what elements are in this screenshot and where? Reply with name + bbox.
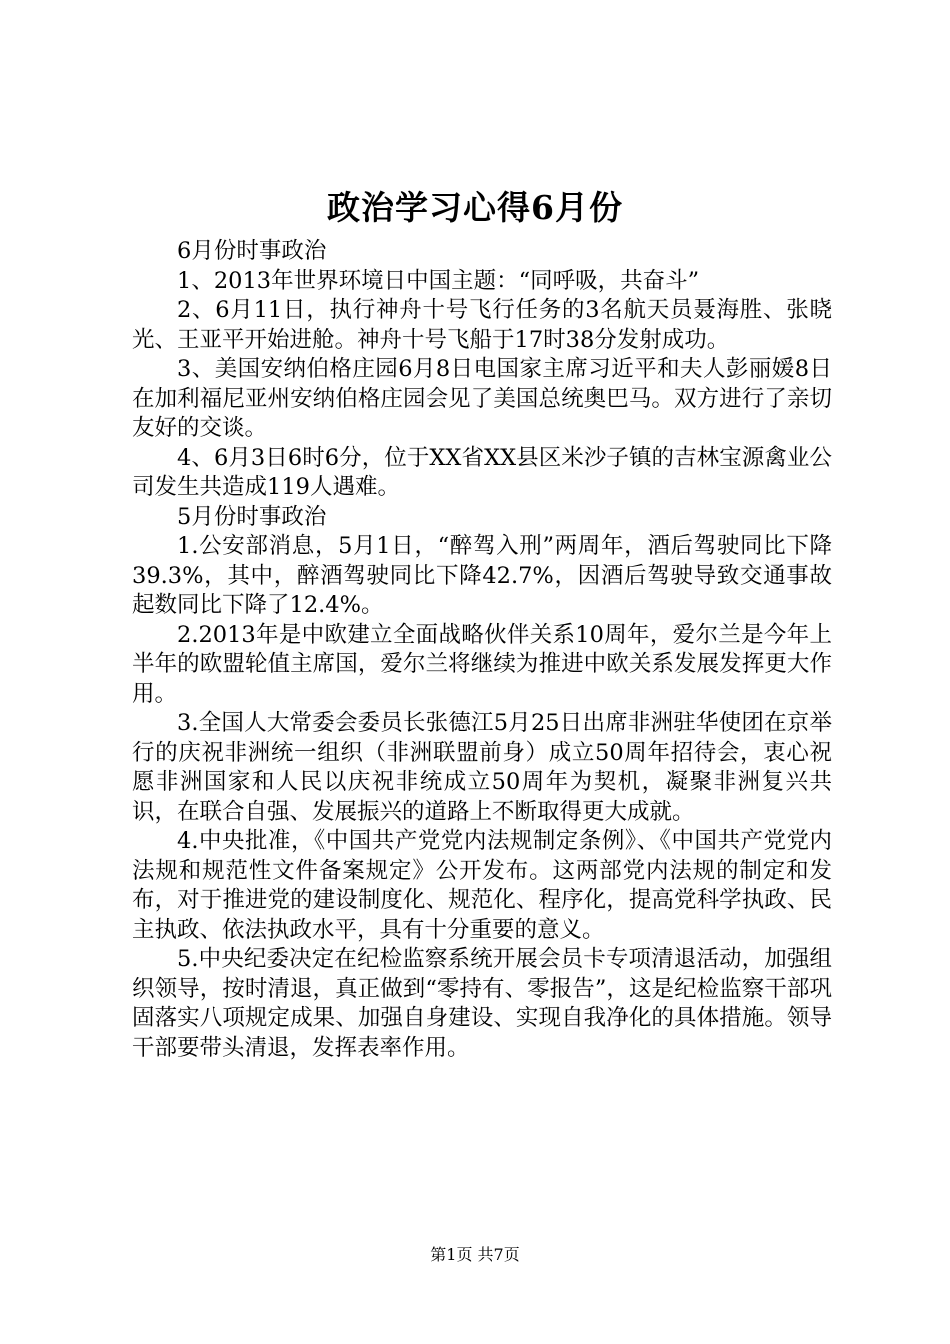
paragraph: 2.2013年是中欧建立全面战略伙伴关系10周年，爱尔兰是今年上半年的欧盟轮值主席国，爱尔兰将继续为推进中欧关系发展发挥更大作用。	[132, 621, 832, 707]
paragraph: 3.全国人大常委会委员长张德江5月25日出席非洲驻华使团在京举行的庆祝非洲统一组织（非洲联盟前身）成立50周年招待会，衷心祝愿非洲国家和人民以庆祝非统成立50周年为契机，凝聚非洲复兴共识，在联合自强、发展振兴的道路上不断取得更大成就。	[132, 710, 832, 825]
page-footer: 第1页 共7页	[430, 1245, 520, 1264]
paragraph: 4、6月3日6时6分，位于XX省XX县区米沙子镇的吉林宝源禽业公司发生共造成119人遇难。	[132, 444, 832, 500]
paragraph: 1.公安部消息，5月1日，“醉驾入刑”两周年，酒后驾驶同比下降39.3%，其中，醉酒驾驶同比下降42.7%，因酒后驾驶导致交通事故起数同比下降了12.4%。	[132, 533, 832, 618]
document-title: 政治学习心得6月份	[327, 188, 623, 227]
paragraph: 1、2013年世界环境日中国主题：“同呼吸，共奋斗”	[177, 267, 700, 294]
paragraph: 3、美国安纳伯格庄园6月8日电国家主席习近平和夫人彭丽媛8日在加利福尼亚州安纳伯格庄园会见了美国总统奥巴马。双方进行了亲切友好的交谈。	[132, 356, 832, 441]
paragraph: 2、6月11日，执行神舟十号飞行任务的3名航天员聂海胜、张晓光、王亚平开始进舱。神舟十号飞船于17时38分发射成功。	[132, 297, 832, 353]
document-body	[132, 237, 832, 1063]
section-heading-june: 6月份时事政治	[177, 238, 327, 264]
paragraph: 4.中央批准，《中国共产党党内法规制定条例》、《中国共产党党内法规和规范性文件备案规定》公开发布。这两部党内法规的制定和发布，对于推进党的建设制度化、规范化、程序化，提高党科学执政、民主执政、依法执政水平，具有十分重要的意义。	[132, 828, 832, 943]
paragraph: 5.中央纪委决定在纪检监察系统开展会员卡专项清退活动，加强组织领导，按时清退，真正做到“零持有、零报告”，这是纪检监察干部巩固落实八项规定成果、加强自身建设、实现自我净化的具体措施。领导干部要带头清退，发挥表率作用。	[132, 946, 832, 1061]
section-heading-may: 5月份时事政治	[177, 503, 327, 530]
